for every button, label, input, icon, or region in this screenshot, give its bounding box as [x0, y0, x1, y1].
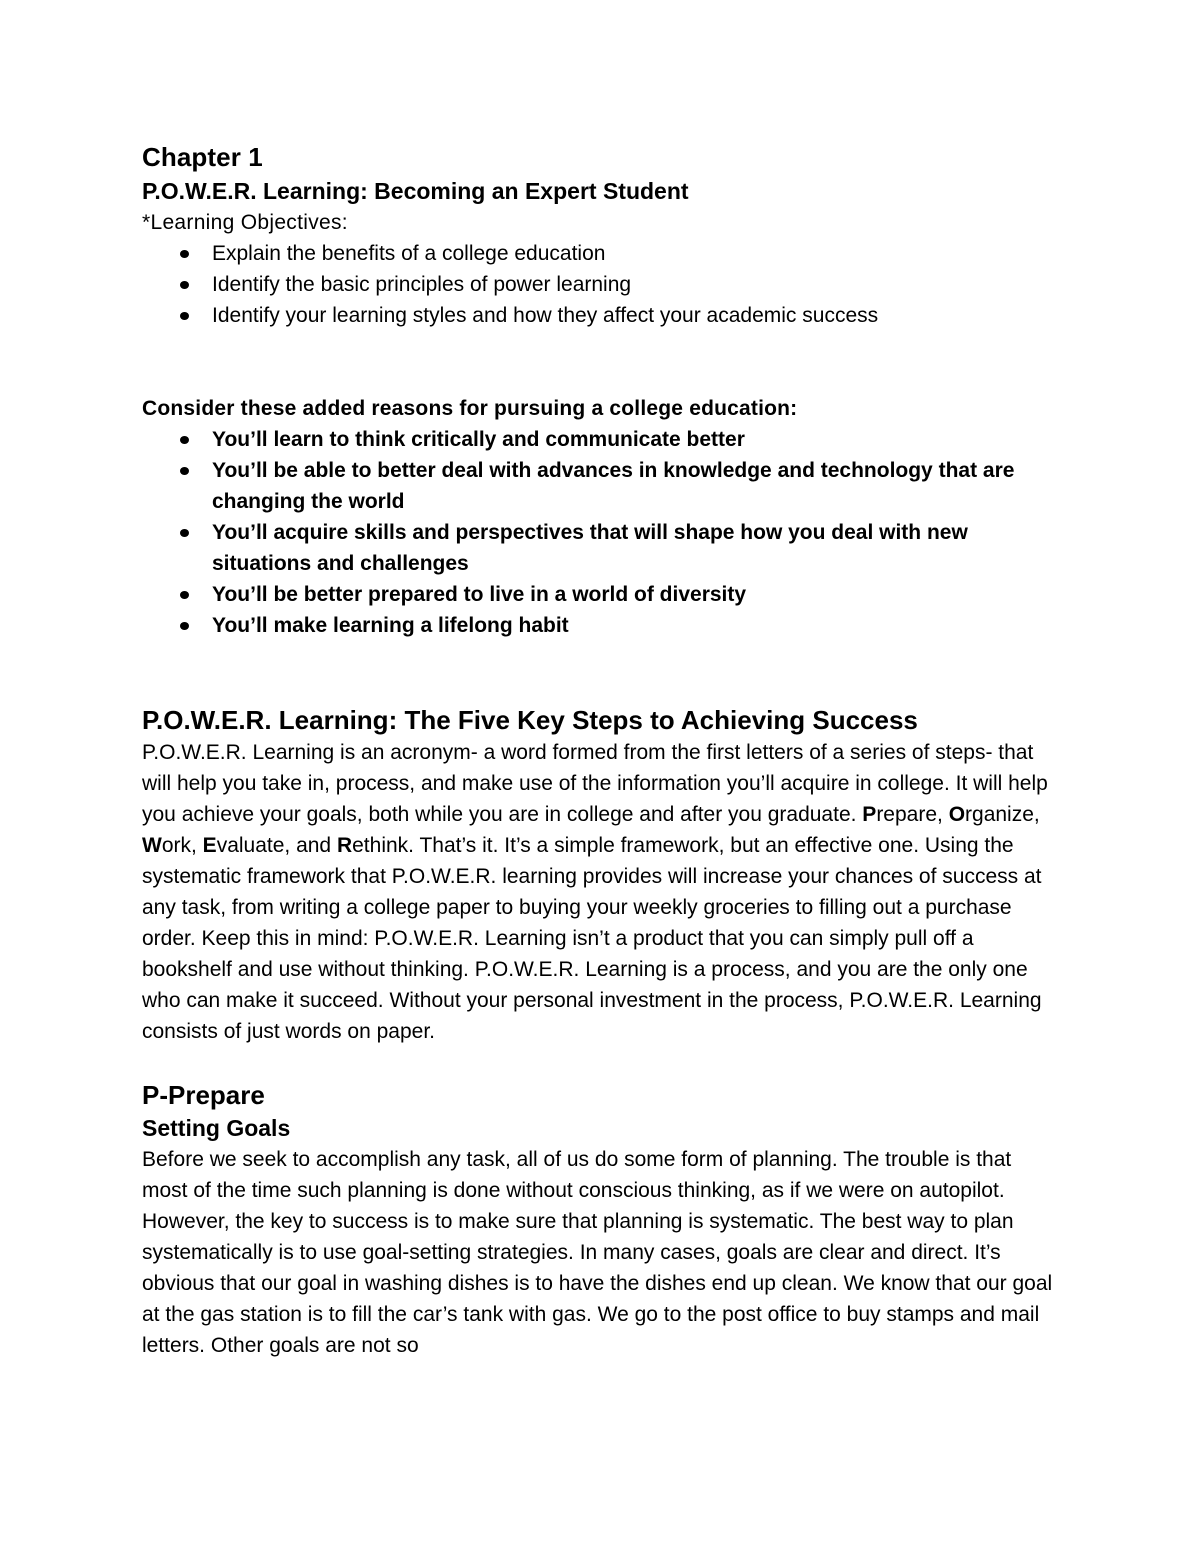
five-steps-heading: P.O.W.E.R. Learning: The Five Key Steps to Achieving Success — [142, 705, 918, 735]
list-item — [212, 610, 1060, 641]
bullet-icon — [180, 281, 189, 289]
five-steps-paragraph — [142, 737, 1062, 1047]
list-item — [212, 517, 1060, 579]
step-initial: R — [336, 834, 353, 857]
step-rest: valuate, and — [216, 834, 337, 857]
paragraph-rest: . That’s it. It’s a simple framework, but an effective one. Using the systematic framework that P.O.W.E.R. learning provides will increase your chances of success at any task, from writing a college paper to buying your weekly groceries to filling out a purchase order. Keep this in mind: P.O.W.E.R. Learning isn’t a product that you can simply pull off a bookshelf and use without thinking. P.O.W.E.R. Learning is a process, and you are the only one who can make it succeed. Without your personal investment in the process, P.O.W.E.R. Learning consists of just words on paper. — [142, 834, 1042, 1043]
step-initial: W — [142, 834, 162, 857]
reason-text: You’ll be better prepared to live in a world of diversity — [212, 583, 747, 606]
bullet-icon — [180, 250, 189, 258]
step-rest: repare, — [876, 803, 949, 826]
list-item — [212, 238, 1060, 269]
objective-text: Explain the benefits of a college education — [212, 242, 606, 265]
objectives-label: *Learning Objectives: — [142, 211, 348, 234]
bullet-icon — [180, 467, 189, 475]
setting-goals-heading: Setting Goals — [142, 1115, 291, 1141]
step-rest: ork, — [161, 834, 203, 857]
list-item — [212, 269, 1060, 300]
setting-goals-paragraph: Before we seek to accomplish any task, all of us do some form of planning. The trouble is that most of the time such planning is done without conscious thinking, as if we were on autopilot. However, the key to success is to make sure that planning is systematic. The best way to plan systematically is to use goal-setting strategies. In many cases, goals are clear and direct. It’s obvious that our goal in washing dishes is to have the dishes end up clean. We know that our goal at the gas station is to fill the car’s tank with gas. We go to the post office to buy stamps and mail letters. Other goals are not so — [142, 1148, 1053, 1357]
step-initial: O — [948, 803, 966, 826]
chapter-title: Chapter 1 — [142, 142, 263, 172]
step-initial: P — [862, 803, 877, 826]
reasons-label: Consider these added reasons for pursuing a college education: — [142, 397, 798, 420]
list-item — [212, 300, 1060, 331]
prepare-heading: P-Prepare — [142, 1080, 265, 1110]
paragraph-intro: P.O.W.E.R. Learning is an acronym- a word formed from the first letters of a series of steps- that will help you take in, process, and make use of the information you’ll acquire in college. It will help you achieve your goals, both while you are in college and after you graduate. — [142, 741, 1048, 826]
reason-text: You’ll acquire skills and perspectives that will shape how you deal with new situations and challenges — [212, 521, 968, 575]
step-rest: ethink — [352, 834, 409, 857]
reason-text: You’ll be able to better deal with advances in knowledge and technology that are changing the world — [212, 459, 1015, 513]
objective-text: Identify the basic principles of power learning — [212, 273, 632, 296]
bullet-icon — [180, 312, 189, 320]
bullet-icon — [180, 529, 189, 537]
bullet-icon — [180, 622, 189, 630]
reason-text: You’ll learn to think critically and communicate better — [212, 428, 745, 451]
step-initial: E — [202, 834, 217, 857]
step-rest: rganize, — [965, 803, 1040, 826]
list-item — [212, 579, 1060, 610]
objectives-list — [142, 238, 1060, 331]
bullet-icon — [180, 591, 189, 599]
chapter-subtitle: P.O.W.E.R. Learning: Becoming an Expert Student — [142, 178, 689, 204]
list-item — [212, 424, 1060, 455]
objective-text: Identify your learning styles and how they affect your academic success — [212, 304, 879, 327]
reasons-list — [142, 424, 1060, 641]
reason-text: You’ll make learning a lifelong habit — [212, 614, 569, 637]
list-item — [212, 455, 1060, 517]
bullet-icon — [180, 436, 189, 444]
